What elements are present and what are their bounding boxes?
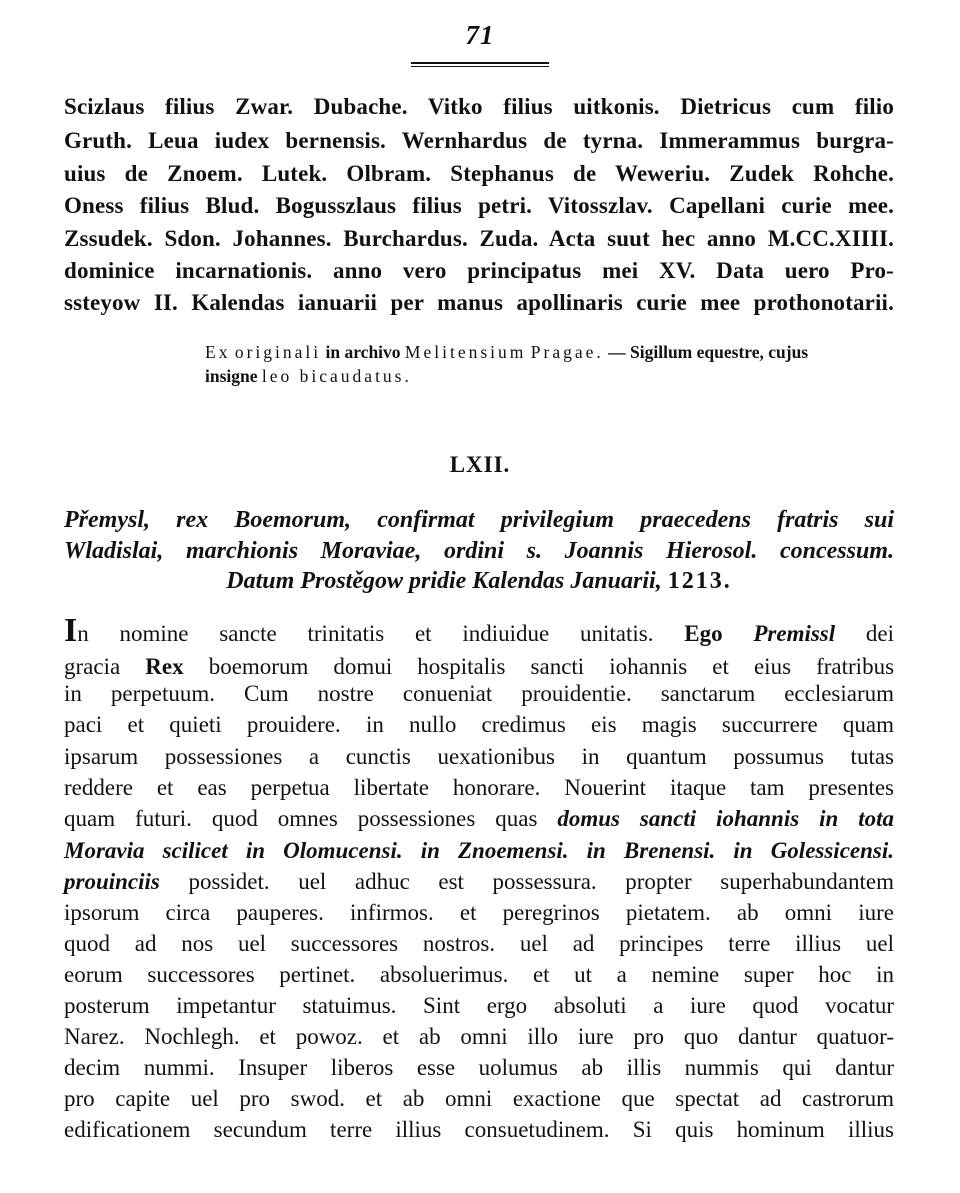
text-line: Narez. Nochlegh. et powoz. et ab omni illo iure pro quo dantur quatuor- [64,1024,894,1049]
text-span: Ego [684,621,723,646]
text-line [64,654,894,680]
summary-year: 1213. [667,568,732,594]
text-line [64,1055,894,1081]
text-span: domus sancti iohannis in tota [557,806,894,831]
text-span: posterum impetantur statuimus. [64,993,397,1018]
text-line [64,614,894,648]
summary-date: Datum Prostěgow pridie Kalendas Januarii, [226,568,662,594]
text-span: Si quis hominum illius [632,1117,894,1142]
text-span: Rex [145,654,184,679]
text-line: ssteyow II. Kalendas ianuarii per manus apollinaris curie mee prothonotarii. [64,290,894,315]
text-line: ipsorum circa pauperes. infirmos. et peregrinos pietatem. ab omni iure [64,900,894,925]
text-line [64,993,894,1019]
text-line: Scizlaus filius Zwar. Dubache. Vitko filius uitkonis. Dietricus cum filio [64,94,894,119]
summary-line [64,568,894,595]
text-line [64,775,894,801]
text-line: ipsarum possessiones a cunctis uexationibus in quantum possumus tutas [64,744,894,769]
text-line: dominice incarnationis. anno vero principatus mei XV. Data uero Pro- [64,258,894,283]
drop-cap: I [64,612,78,649]
text-line [64,806,894,832]
text-line: Moravia scilicet in Olomucensi. in Znoemensi. in Brenensi. in Golessicensi. [64,838,894,863]
header-rule [411,62,549,64]
text-line: Zssudek. Sdon. Johannes. Burchardus. Zuda. Acta suut hec anno M.CC.XIIII. [64,226,894,251]
text-span: reddere et eas perpetua libertate honorare. [64,775,541,800]
text-line [64,1117,894,1143]
text-span: n nomine sancte trinitatis et indiuidue unitatis. [77,621,654,646]
text-line: uius de Znoem. Lutek. Olbram. Stephanus de Weweriu. Zudek Rohche. [64,161,894,186]
text-span: boemorum domui hospitalis sancti iohannis et eius fratribus [208,654,895,679]
note-ex: Ex [205,342,231,362]
text-line: Oness filius Blud. Bogusszlaus filius petri. Vitosszlav. Capellani curie mee. [64,193,894,218]
note-melitensium: Melitensium [404,342,527,362]
summary-line: Wladislai, marchionis Moraviae, ordini s. Joannis Hierosol. concessum. [64,538,894,564]
note-sigillum: — Sigillum equestre, cujus [608,342,809,362]
note-line [205,366,895,387]
summary-line: Přemysl, rex Boemorum, confirmat privilegium praecedens fratris sui [64,507,894,533]
text-line [64,681,894,707]
text-line: quod ad nos uel successores nostros. uel ad principes terre illius uel [64,931,894,956]
text-span: Insuper liberos esse uolumus ab illis nummis qui dantur [238,1055,895,1080]
text-span: dei [865,621,895,646]
text-line [64,869,894,895]
page-number: 71 [465,20,495,50]
text-span: quam futuri. quod omnes possessiones quas [64,806,538,831]
header-rule-thin [411,66,549,67]
note-line [205,342,895,363]
note-originali: originali [234,342,322,362]
text-span: edificationem secundum terre illius consuetudinem. [64,1117,610,1142]
text-line: paci et quieti prouidere. in nullo credimus eis magis succurrere quam [64,712,894,737]
note-leo-bicaudatus: leo bicaudatus. [261,366,412,386]
text-line: eorum successores pertinet. absoluerimus. et ut a nemine super hoc in [64,962,894,987]
note-insigne: insigne [205,366,258,386]
note-in-archivo: in archivo [325,342,401,362]
text-span: gracia [64,654,121,679]
text-span: Sint ergo absoluti a iure quod vocatur [423,993,894,1018]
note-pragae: Pragae. [530,342,604,362]
text-line: Gruth. Leua iudex bernensis. Wernhardus de tyrna. Immerammus burgra- [64,128,894,153]
text-span: Cum nostre conueniat prouidentie. sanctarum ecclesiarum [243,681,895,706]
text-line: pro capite uel pro swod. et ab omni exactione que spectat ad castrorum [64,1086,894,1111]
text-span: prouinciis [64,869,160,894]
text-span: Nouerint itaque tam presentes [564,775,894,800]
text-span: decim nummi. [64,1055,215,1080]
text-span: in perpetuum. [64,681,215,706]
document-number-heading: LXII. [449,452,511,477]
text-span: possidet. uel adhuc est possessura. propter superhabundantem [188,869,894,894]
name-premissl: Premissl [753,621,836,646]
